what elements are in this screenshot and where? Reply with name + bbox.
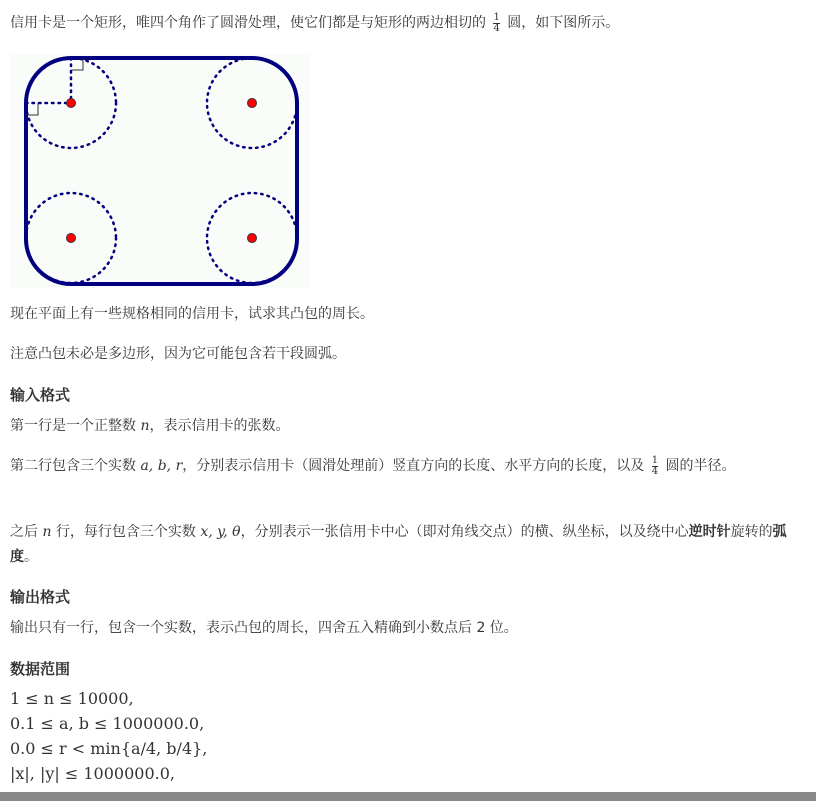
center-dot — [248, 234, 257, 243]
paragraph: 注意凸包未必是多边形，因为它可能包含若干段圆弧。 — [10, 346, 346, 362]
range-heading: 数据范围 — [10, 660, 71, 678]
center-dot — [67, 99, 76, 108]
range-line: |x|, |y| ≤ 1000000.0, — [10, 764, 175, 783]
input-line-3: 之后 n 行，每行包含三个实数 x, y, θ，分别表示一张信用卡中心（即对角线交点）的横、纵坐标，以及绕中心逆时针旋转的弧度。 — [10, 524, 787, 565]
paragraph: 现在平面上有一些规格相同的信用卡，试求其凸包的周长。 — [10, 306, 374, 322]
input-heading: 输入格式 — [10, 386, 71, 404]
range-line: 0.0 ≤ r < min{a/4, b/4}, — [10, 739, 208, 758]
range-line: 0.1 ≤ a, b ≤ 1000000.0, — [10, 714, 205, 733]
output-text: 输出只有一行，包含一个实数，表示凸包的周长，四舍五入精确到小数点后 2 位。 — [10, 620, 518, 636]
center-dot — [67, 234, 76, 243]
input-line-2: 第二行包含三个实数 a, b, r，分别表示信用卡（圆滑处理前）竖直方向的长度、水平方向的长度，以及 $\frac{1}{4}$ 圆的半径。 — [10, 454, 736, 477]
intro-text: 信用卡是一个矩形，唯四个角作了圆滑处理，使它们都是与矩形的两边相切的 $\frac{1}{4}$ 圆，如下图所示。 — [10, 11, 620, 34]
range-line: 1 ≤ n ≤ 10000, — [10, 689, 134, 708]
center-dot — [248, 99, 257, 108]
credit-card-figure — [10, 54, 310, 288]
horizontal-scrollbar[interactable] — [0, 792, 816, 801]
output-heading: 输出格式 — [10, 588, 71, 606]
fraction-quarter: $\frac{1}{4}$ — [493, 11, 500, 34]
input-line-1: 第一行是一个正整数 n，表示信用卡的张数。 — [10, 418, 290, 434]
